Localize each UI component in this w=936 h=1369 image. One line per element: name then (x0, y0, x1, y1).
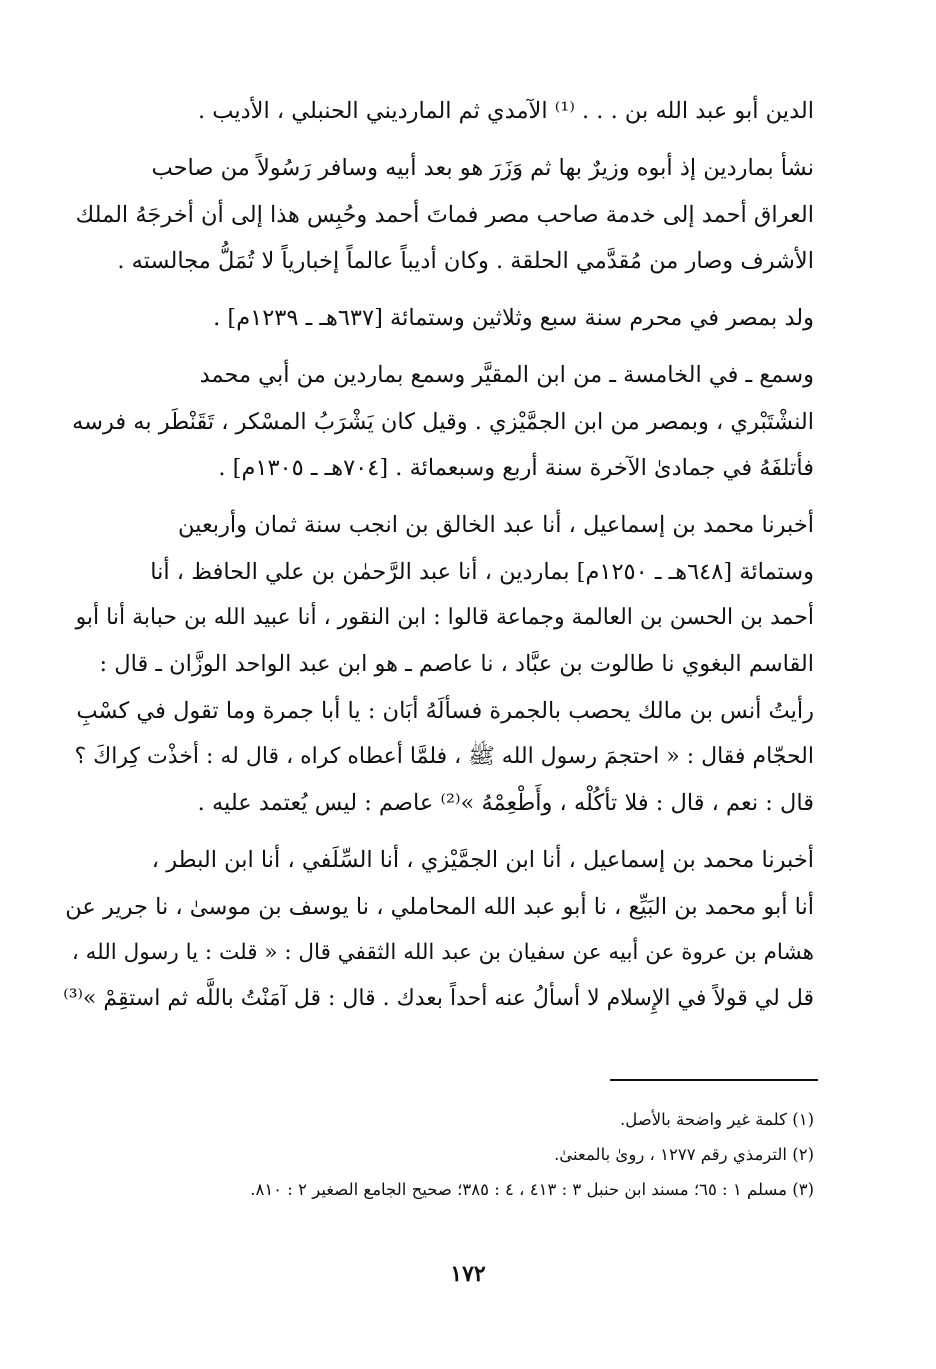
paragraph (62, 295, 814, 341)
footnote: (٣) مسلم ١ : ٦٥؛ مسند ابن حنبل ٣ : ٤١٣ ، ٤ : ٣٨٥؛ صحيح الجامع الصغير ٢ : ٨١٠. (250, 1180, 814, 1199)
text-line: وستمائة [٦٤٨هـ ـ ١٢٥٠م] بماردين ، أنا عبد الرَّحمٰن بن علي الحافظ ، أنا (150, 558, 814, 585)
text-line: أخبرنا محمد بن إسماعيل ، أنا عبد الخالق بن انجب سنة ثمان وأربعين (178, 512, 814, 539)
paragraph (62, 837, 814, 1022)
text-line: أخبرنا محمد بن إسماعيل ، أنا ابن الجمَّيْزي ، أنا السِّلَفي ، أنا ابن البطر ، (151, 847, 814, 874)
text-line: الحجّام فقال : « احتجمَ رسول الله ﷺ ، فلمَّا أعطاه كراه ، قال له : أخذْت كِراكَ ؟ (74, 743, 814, 769)
text-line: أنا أبو محمد بن البَيِّع ، نا أبو عبد الله المحاملي ، نا يوسف بن موسىٰ ، نا جرير عن (65, 893, 814, 920)
text-line: النشْتَبْري ، وبمصر من ابن الجمَّيْزي . وقيل كان يَشْرَبُ المسْكر ، تَقَنْطَر به فرسه (72, 408, 814, 435)
paragraph (62, 145, 814, 284)
text-line: قل لي قولاً في الإِسلام لا أسألُ عنه أحداً بعدك . قال : قل آمَنْتُ باللَّه ثم استقِمْ »⁽³⁾ (63, 986, 814, 1012)
paragraph (62, 502, 814, 826)
footnote: (١) كلمة غير واضحة بالأصل. (620, 1110, 814, 1129)
text-line: وسمع ـ في الخامسة ـ من ابن المقيَّر وسمع بماردين من أبي محمد (199, 362, 814, 389)
footnote: (٢) الترمذي رقم ١٢٧٧ ، روىٰ بالمعنىٰ. (554, 1145, 814, 1164)
text-line: أحمد بن الحسن بن العالمة وجماعة قالوا : ابن النقور ، أنا عبيد الله بن حبابة أنا أبو (75, 604, 814, 630)
page-number: ١٧٢ (450, 1261, 486, 1287)
text-line: الدين أبو عبد الله بن . . . ⁽¹⁾ الآمدي ثم المارديني الحنبلي ، الأديب . (197, 98, 814, 124)
main-text (62, 88, 814, 1034)
text-line: هشام بن عروة عن أبيه عن سفيان بن عبد الله الثقفي قال : « قلت : يا رسول الله ، (71, 940, 814, 966)
paragraph (62, 352, 814, 491)
paragraph (62, 88, 814, 134)
text-line: رأيتُ أنس بن مالك يحصب بالجمرة فسألَهُ أبَان : يا أبا جمرة وما تقول في كسْبِ (76, 697, 814, 724)
footnotes (62, 1102, 814, 1207)
footnote-separator (610, 1079, 818, 1081)
text-line: نشأ بماردين إذ أبوه وزيرٌ بها ثم وَزَرَ هو بعد أبيه وسافر رَسُولاً من صاحب (151, 155, 814, 182)
text-line: ولد بمصر في محرم سنة سبع وثلاثين وستمائة [٦٣٧هـ ـ ١٢٣٩م] . (213, 305, 814, 332)
text-line: القاسم البغوي نا طالوت بن عبَّاد ، نا عاصم ـ هو ابن عبد الواحد الوزَّان ـ قال : (99, 651, 814, 678)
text-line: العراق أحمد إلى خدمة صاحب مصر فماتَ أحمد وحُبِس هذا إلى أن أخرجَهُ الملك (75, 201, 814, 228)
text-line: فأتلفَهُ في جمادىٰ الآخرة سنة أربع وسبعمائة . [٧٠٤هـ ـ ١٣٠٥م] . (218, 455, 814, 482)
text-line: الأشرف وصار من مُقدَّمي الحلقة . وكان أديباً عالماً إخبارياً لا تُمَلُّ مجالسته . (117, 247, 814, 274)
text-line: قال : نعم ، قال : فلا تأكُلْه ، وأَطْعِمْهُ »⁽²⁾ عاصم : ليس يُعتمد عليه . (197, 790, 814, 817)
